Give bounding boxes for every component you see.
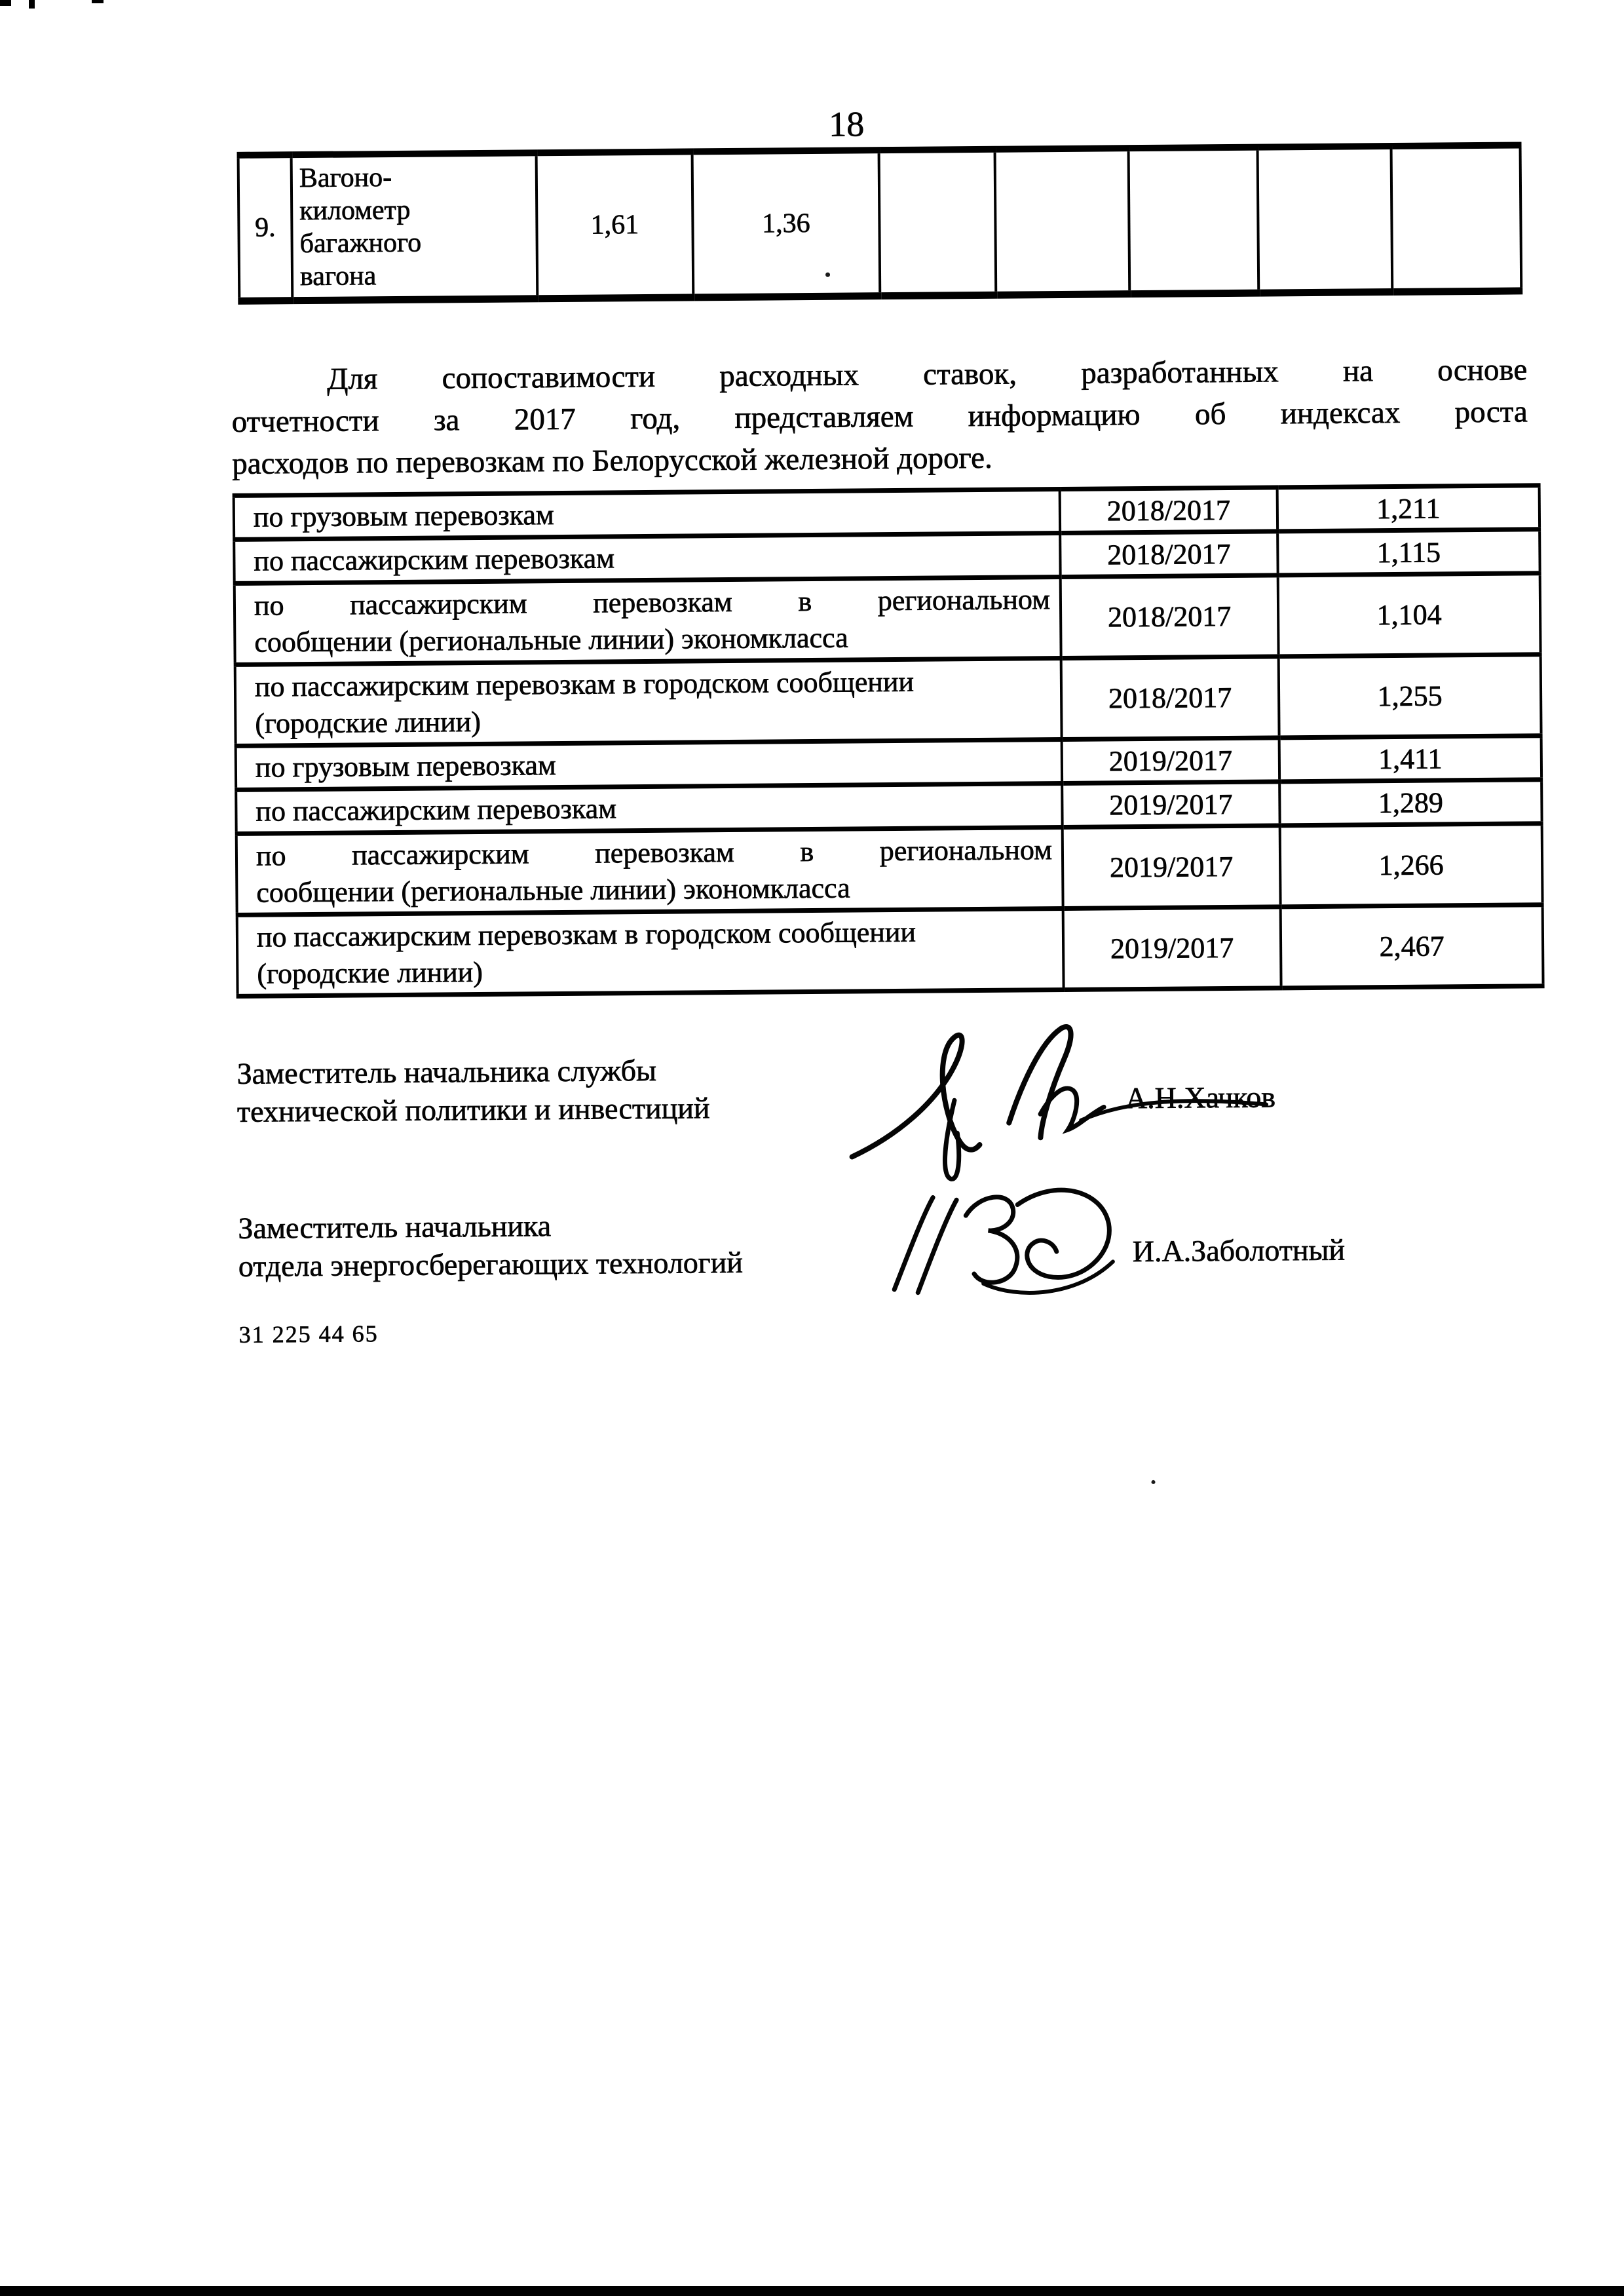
label-line: Вагоно-: [299, 162, 392, 194]
index-value-cell: 1,104: [1278, 573, 1541, 657]
empty-cell: [879, 149, 996, 296]
period-cell: 2018/2017: [1060, 531, 1278, 577]
scan-edge-band: [0, 2286, 1624, 2296]
index-value-cell: 1,289: [1279, 780, 1542, 826]
category-cell: [236, 827, 1063, 915]
period-cell: 2019/2017: [1063, 826, 1281, 909]
signatory-name: А.Н.Хачков: [1125, 1080, 1276, 1115]
index-value-cell: 1,115: [1277, 529, 1540, 575]
scan-speck: [825, 273, 830, 277]
row-number-cell: 9.: [238, 155, 293, 301]
title-line: отдела энергосберегающих технологий: [238, 1245, 744, 1283]
signatory-title: [236, 1051, 709, 1131]
table-row: [237, 905, 1543, 997]
index-value-cell: 1,266: [1280, 824, 1543, 907]
page-number: 18: [828, 104, 865, 144]
category-cell: [236, 783, 1062, 833]
category-text: по пассажирским перевозкам в региональном: [255, 833, 1053, 872]
category-text: по пассажирским перевозкам: [254, 542, 615, 577]
index-value-cell: 1,411: [1279, 736, 1542, 782]
paragraph-line: Для сопоставимости расходных ставок, разработанных на основе: [327, 353, 1528, 396]
scan-smudge: [92, 0, 104, 3]
category-text: по пассажирским перевозкам: [255, 792, 617, 828]
row-label-cell: [292, 153, 538, 300]
category-text: (городские линии): [255, 705, 482, 740]
period-cell: 2019/2017: [1063, 907, 1281, 990]
category-text: по грузовым перевозкам: [255, 749, 556, 784]
category-cell: [235, 577, 1061, 664]
category-text: сообщении (региональные линии) экономкласса: [254, 621, 848, 659]
value-cell: 1,61: [537, 151, 694, 298]
paragraph-line: отчетности за 2017 год, представляем информацию об индексах роста: [231, 394, 1528, 439]
intro-paragraph: [231, 349, 1528, 485]
title-line: Заместитель начальника службы: [236, 1053, 657, 1090]
period-cell: 2019/2017: [1062, 782, 1280, 828]
title-line: технической политики и инвестиций: [236, 1091, 710, 1128]
scan-smudge: [0, 0, 11, 6]
table-row: [235, 573, 1541, 665]
title-line: Заместитель начальника: [238, 1209, 552, 1245]
signatory-name: И.А.Заболотный: [1132, 1233, 1346, 1269]
value-cell: 1,36: [692, 150, 880, 297]
period-cell: 2018/2017: [1061, 657, 1279, 740]
rate-table-fragment: [237, 142, 1523, 304]
category-cell: [237, 908, 1064, 996]
label-line: километр: [299, 195, 411, 227]
category-text: по пассажирским перевозкам в городском сообщении: [254, 665, 915, 703]
label-line: вагона: [299, 261, 377, 292]
category-text: по пассажирским перевозкам в городском сообщении: [256, 915, 916, 953]
index-value-cell: 1,211: [1277, 486, 1540, 531]
category-text: (городские линии): [257, 955, 483, 990]
index-value-cell: 1,255: [1279, 655, 1541, 738]
empty-cell: [995, 148, 1130, 295]
contact-phone: 31 225 44 65: [238, 1320, 379, 1348]
label-line: багажного: [299, 227, 422, 259]
empty-cell: [1129, 147, 1259, 294]
table-row: [236, 824, 1543, 915]
paragraph-line: расходов по перевозкам по Белорусской железной дороге.: [232, 440, 993, 481]
cost-growth-index-table: [233, 483, 1545, 999]
table-row: [235, 655, 1541, 746]
category-cell: [234, 533, 1060, 583]
period-cell: 2018/2017: [1060, 488, 1278, 533]
empty-cell: [1391, 145, 1522, 292]
scan-speck: [1151, 1480, 1155, 1484]
category-cell: [236, 739, 1062, 790]
handwritten-signature: [883, 1183, 1146, 1309]
period-cell: 2018/2017: [1061, 575, 1279, 659]
period-cell: 2019/2017: [1062, 738, 1280, 784]
signatory-title: [238, 1206, 743, 1286]
category-text: по пассажирским перевозкам в региональном: [254, 583, 1051, 622]
table-row: [238, 145, 1522, 301]
category-text: по грузовым перевозкам: [253, 499, 554, 533]
category-text: сообщении (региональные линии) экономкласса: [256, 871, 850, 909]
index-value-cell: 2,467: [1281, 905, 1543, 988]
empty-cell: [1258, 146, 1393, 293]
category-cell: [235, 658, 1062, 746]
category-cell: [234, 489, 1060, 539]
